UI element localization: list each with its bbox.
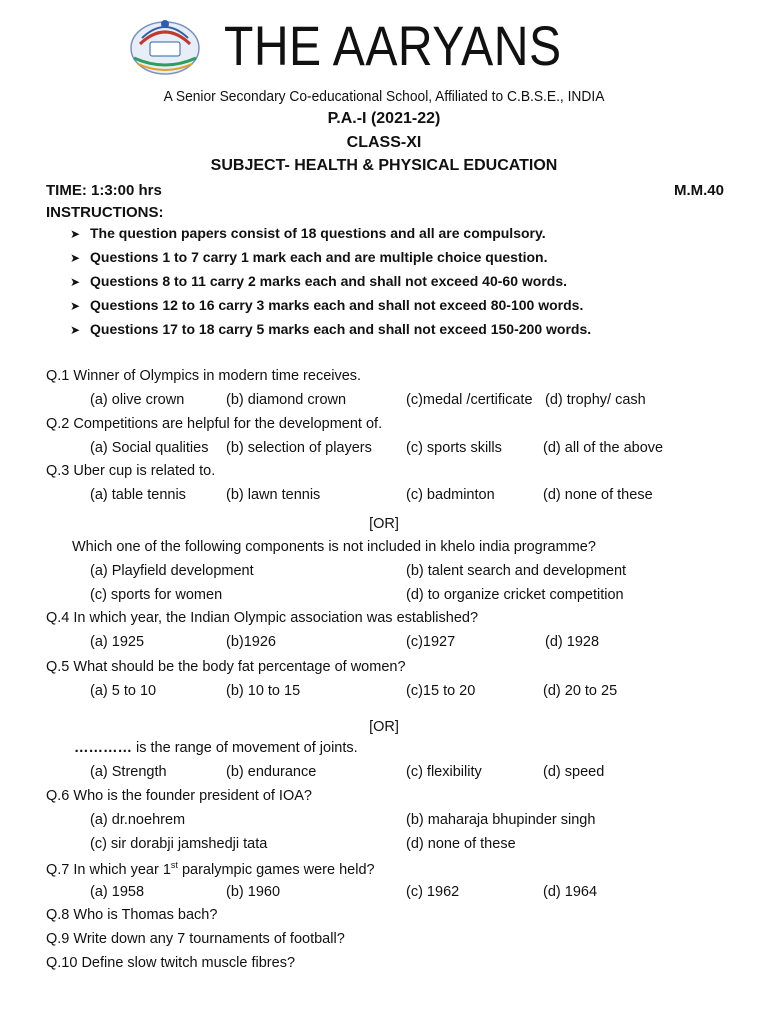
q5-option-d: (d) 20 to 25: [543, 683, 618, 699]
q3alt-option-b: (b) talent search and development: [406, 563, 627, 579]
question-5-alternative: ………… is the range of movement of joints.: [74, 740, 358, 756]
class-name: CLASS-XI: [346, 134, 422, 151]
question-10: Q.10 Define slow twitch muscle fibres?: [46, 955, 296, 971]
question-6: Q.6 Who is the founder president of IOA?: [46, 788, 312, 804]
question-3-alternative: Which one of the following components is not included in khelo india programme?: [72, 539, 596, 555]
question-5: Q.5 What should be the body fat percentage of women?: [46, 659, 406, 675]
question-7: Q.7 In which year 1st paralympic games were held?: [46, 860, 375, 878]
instruction-item: ➤ Questions 1 to 7 carry 1 mark each and are multiple choice question.: [70, 249, 548, 265]
arrow-bullet-icon: ➤: [70, 323, 81, 337]
q4-option-b: (b)1926: [226, 634, 276, 650]
arrow-bullet-icon: ➤: [70, 227, 81, 241]
instruction-item: ➤ Questions 12 to 16 carry 3 marks each and shall not exceed 80-100 words.: [70, 297, 584, 313]
max-marks: M.M.40: [673, 182, 724, 199]
q2-option-c: (c) sports skills: [406, 440, 502, 456]
instruction-item: ➤ Questions 8 to 11 carry 2 marks each and shall not exceed 40-60 words.: [70, 273, 567, 289]
q1-option-b: (b) diamond crown: [226, 392, 347, 408]
q6-option-c: (c) sir dorabji jamshedji tata: [90, 836, 268, 852]
q1-option-c: (c)medal /certificate: [406, 392, 533, 408]
exam-name: P.A.-I (2021-22): [327, 110, 441, 127]
q3-option-a: (a) table tennis: [90, 487, 186, 503]
q5alt-option-b: (b) endurance: [226, 764, 317, 780]
or-separator: [OR]: [369, 516, 399, 532]
q2-option-b: (b) selection of players: [226, 440, 372, 456]
instruction-item: ➤ The question papers consist of 18 questions and all are compulsory.: [70, 225, 546, 241]
q3alt-option-d: (d) to organize cricket competition: [406, 587, 624, 603]
arrow-bullet-icon: ➤: [70, 251, 81, 265]
q4-option-c: (c)1927: [406, 634, 456, 650]
question-9: Q.9 Write down any 7 tournaments of football?: [46, 931, 345, 947]
instructions-title: INSTRUCTIONS:: [46, 204, 164, 221]
q1-option-a: (a) olive crown: [90, 392, 185, 408]
q7-option-a: (a) 1958: [90, 884, 145, 900]
q2-option-a: (a) Social qualities: [90, 440, 209, 456]
q3alt-option-c: (c) sports for women: [90, 587, 223, 603]
q5alt-option-c: (c) flexibility: [406, 764, 482, 780]
q7-option-d: (d) 1964: [543, 884, 598, 900]
exam-time: TIME: 1:3:00 hrs: [46, 182, 162, 199]
q6-option-d: (d) none of these: [406, 836, 516, 852]
q5-option-b: (b) 10 to 15: [226, 683, 301, 699]
q7-option-b: (b) 1960: [226, 884, 281, 900]
school-name: THE AARYANS: [224, 14, 562, 77]
q4-option-d: (d) 1928: [545, 634, 600, 650]
question-2: Q.2 Competitions are helpful for the development of.: [46, 416, 383, 432]
instruction-item: ➤ Questions 17 to 18 carry 5 marks each and shall not exceed 150-200 words.: [70, 321, 592, 337]
question-8: Q.8 Who is Thomas bach?: [46, 907, 218, 923]
q1-option-d: (d) trophy/ cash: [545, 392, 646, 408]
q5alt-option-d: (d) speed: [543, 764, 605, 780]
question-4: Q.4 In which year, the Indian Olympic association was established?: [46, 610, 479, 626]
q3-option-c: (c) badminton: [406, 487, 495, 503]
q2-option-d: (d) all of the above: [543, 440, 664, 456]
q7-option-c: (c) 1962: [406, 884, 460, 900]
q6-option-a: (a) dr.noehrem: [90, 812, 186, 828]
q5-option-a: (a) 5 to 10: [90, 683, 157, 699]
q4-option-a: (a) 1925: [90, 634, 145, 650]
q3alt-option-a: (a) Playfield development: [90, 563, 254, 579]
q5alt-option-a: (a) Strength: [90, 764, 167, 780]
or-separator: [OR]: [369, 719, 399, 735]
subject-name: SUBJECT- HEALTH & PHYSICAL EDUCATION: [210, 157, 558, 174]
arrow-bullet-icon: ➤: [70, 299, 81, 313]
question-3: Q.3 Uber cup is related to.: [46, 463, 216, 479]
q3-option-b: (b) lawn tennis: [226, 487, 321, 503]
q5-option-c: (c)15 to 20: [406, 683, 476, 699]
blank-dots: …………: [74, 740, 132, 756]
q6-option-b: (b) maharaja bhupinder singh: [406, 812, 596, 828]
arrow-bullet-icon: ➤: [70, 275, 81, 289]
question-1: Q.1 Winner of Olympics in modern time receives.: [46, 368, 362, 384]
school-subtitle: A Senior Secondary Co-educational School, Affiliated to C.B.S.E., INDIA: [163, 88, 605, 105]
school-logo: [128, 14, 202, 76]
q3-option-d: (d) none of these: [543, 487, 653, 503]
